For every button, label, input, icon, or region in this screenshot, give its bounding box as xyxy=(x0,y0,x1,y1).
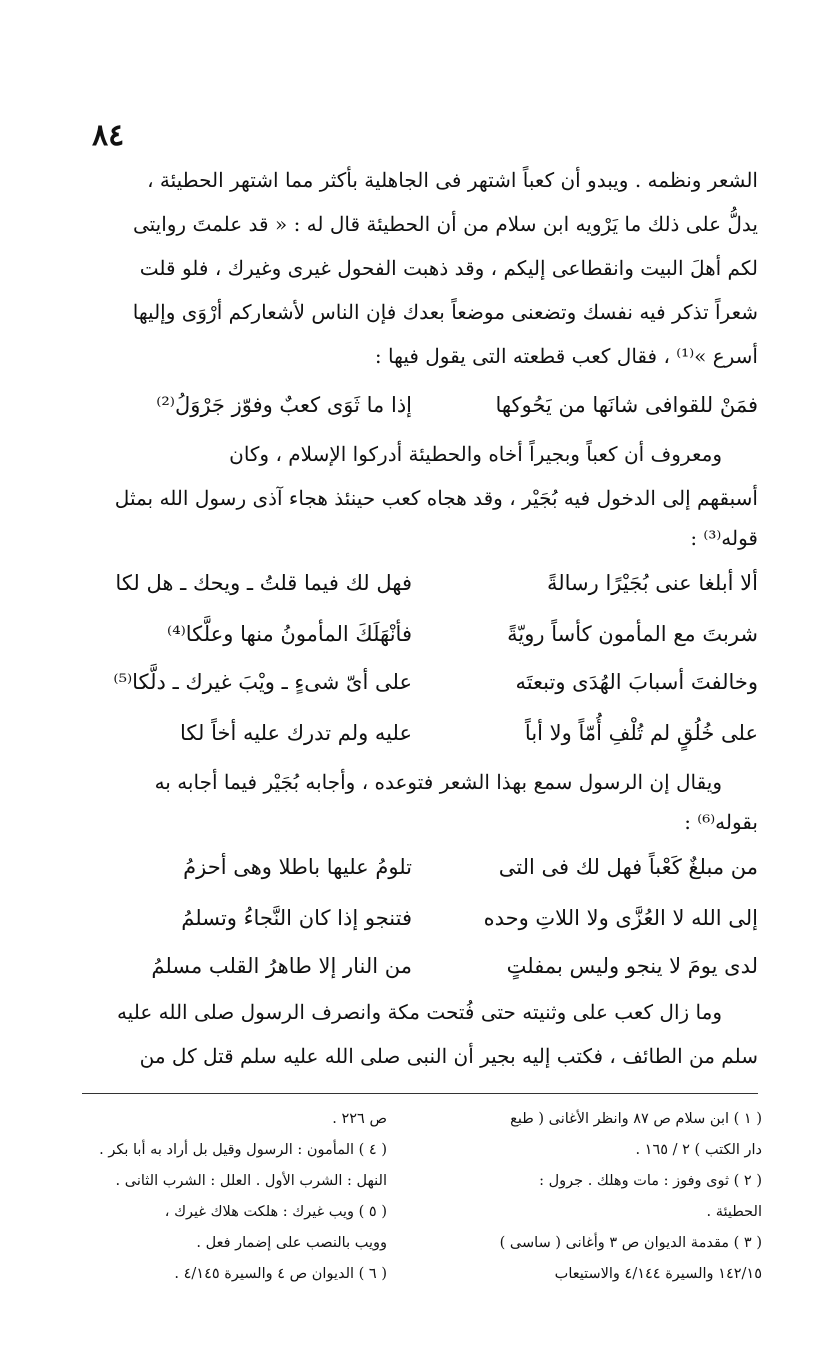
prose-line: شعراً تذكر فيه نفسك وتضعنى موضعاً بعدك فإن الناس لأشعاركم أرْوَى وإليها xyxy=(132,300,758,324)
footnote-line: ( ٣ ) مقدمة الديوان ص ٣ وأغانى ( ساسى ) xyxy=(499,1235,762,1251)
verse-first-hemistich: على خُلُقٍ لم تُلْفِ أُمّاً ولا أباً xyxy=(524,721,758,745)
verse-first-hemistich: وخالفتَ أسبابَ الهُدَى وتبعتَه xyxy=(515,670,758,694)
verse-first-hemistich: شربتَ مع المأمون كأساً رويّةً xyxy=(507,622,758,646)
verse-second-hemistich: فأنْهَلَكَ المأمونُ منها وعلَّكا⁽⁴⁾ xyxy=(167,622,412,646)
prose-line: قوله⁽³⁾ : xyxy=(690,526,758,550)
verse-line xyxy=(82,378,758,432)
verse-second-hemistich: عليه ولم تدرك عليه أخاً لكا xyxy=(180,721,412,745)
footnote-line: ص ٢٢٦ . xyxy=(332,1111,387,1127)
prose-line: وما زال كعب على وثنيته حتى فُتحت مكة وانصرف الرسول صلى الله عليه xyxy=(116,1000,722,1024)
verse-first-hemistich: فمَنْ للقوافى شانَها من يَحُوكها xyxy=(495,393,758,417)
verse-line xyxy=(82,658,758,706)
prose-line: أسرع »⁽¹⁾ ، فقال كعب قطعته التى يقول فيها : xyxy=(374,344,758,368)
page-number: ٨٤ xyxy=(92,118,125,153)
footnote-line: وويب بالنصب على إضمار فعل . xyxy=(196,1235,387,1251)
verse-line xyxy=(82,610,758,658)
verse-first-hemistich: ألا أبلغا عنى بُجَيْرًا رسالةً xyxy=(547,571,758,595)
footnotes-right-column xyxy=(452,1104,762,1290)
main-text xyxy=(82,158,758,1078)
verse-second-hemistich: إذا ما ثَوَى كعبٌ وفوّز جَرْوَلُ⁽²⁾ xyxy=(156,393,412,417)
verse-first-hemistich: لدى يومَ لا ينجو وليس بمفلتٍ xyxy=(506,954,758,978)
footnote-line: النهل : الشرب الأول . العلل : الشرب الثانى . xyxy=(115,1173,387,1189)
verse-second-hemistich: على أىّ شىءٍ ـ ويْبَ غيرك ـ دلَّكا⁽⁵⁾ xyxy=(113,670,412,694)
verse-second-hemistich: فتنجو إذا كان النَّجاءُ وتسلمُ xyxy=(181,906,412,930)
prose-line: الشعر ونظمه . ويبدو أن كعباً اشتهر فى الجاهلية بأكثر مما اشتهر الحطيئة ، xyxy=(147,168,758,192)
verse-second-hemistich: فهل لك فيما قلتُ ـ ويحك ـ هل لكا xyxy=(115,571,412,595)
footnote-line: ١٤٢/١٥ والسيرة ٤/١٤٤ والاستيعاب xyxy=(554,1266,762,1282)
prose-line: سلم من الطائف ، فكتب إليه بجير أن النبى صلى الله عليه سلم قتل كل من xyxy=(139,1044,758,1068)
verse-second-hemistich: تلومُ عليها باطلا وهى أحزمُ xyxy=(183,855,412,879)
footnote-line: دار الكتب ) ٢ / ١٦٥ . xyxy=(635,1142,762,1158)
footnote-line: الحطيئة . xyxy=(706,1204,762,1220)
footnote-line: ( ٤ ) المأمون : الرسول وقيل بل أراد به أبا بكر . xyxy=(99,1142,387,1158)
verse-second-hemistich: من النار إلا طاهرُ القلب مسلمُ xyxy=(151,954,412,978)
prose-line: يدلُّ على ذلك ما يَرْويه ابن سلام من أن الحطيئة قال له : « قد علمتَ روايتى xyxy=(132,212,758,236)
footnote-line: ( ٦ ) الديوان ص ٤ والسيرة ٤/١٤٥ . xyxy=(174,1266,387,1282)
verse-line xyxy=(82,894,758,942)
footnote-line: ( ٢ ) ثوى وفوز : مات وهلك . جرول : xyxy=(539,1173,762,1189)
verse-line xyxy=(82,840,758,894)
footnote-divider xyxy=(82,1093,758,1094)
verse-first-hemistich: من مبلغٌ كَعْباً فهل لك فى التى xyxy=(498,855,758,879)
verse-line xyxy=(82,706,758,760)
footnote-line: ( ٥ ) ويب غيرك : هلكت هلاك غيرك ، xyxy=(164,1204,387,1220)
prose-line: بقوله⁽⁶⁾ : xyxy=(684,810,758,834)
footnotes xyxy=(32,1104,762,1290)
verse-first-hemistich: إلى الله لا العُزَّى ولا اللاتِ وحده xyxy=(483,906,758,930)
prose-line: ومعروف أن كعباً وبجيراً أخاه والحطيئة أدركوا الإسلام ، وكان xyxy=(229,442,722,466)
prose-line: ويقال إن الرسول سمع بهذا الشعر فتوعده ، وأجابه بُجَيْر فيما أجابه به xyxy=(154,770,722,794)
verse-line xyxy=(82,942,758,990)
footnotes-left-column xyxy=(32,1104,387,1290)
prose-line: لكم أهلَ البيت وانقطاعى إليكم ، وقد ذهبت الفحول غيرى وغيرك ، فلو قلت xyxy=(139,256,758,280)
footnote-line: ( ١ ) ابن سلام ص ٨٧ وانظر الأغانى ( طبع xyxy=(510,1111,762,1127)
verse-line xyxy=(82,556,758,610)
prose-line: أسبقهم إلى الدخول فيه بُجَيْر ، وقد هجاه كعب حينئذ هجاء آذى رسول الله بمثل xyxy=(114,486,758,510)
